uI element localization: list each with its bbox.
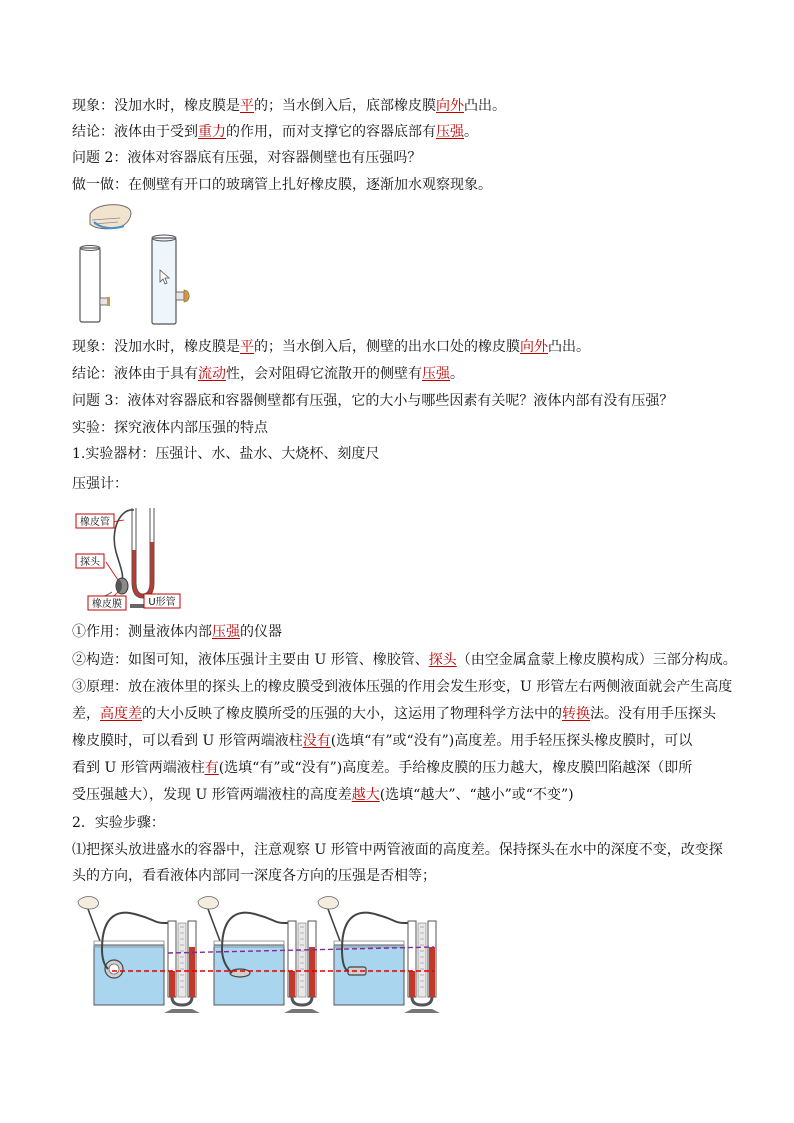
conclusion-1: 结论：液体由于受到重力的作用，而对支撑它的容器底部有压强。 [72, 124, 478, 140]
gauge-heading: 压强计： [72, 476, 128, 492]
answer-blank: 转换 [562, 706, 590, 722]
answer-blank: 向外 [520, 339, 548, 355]
probe-direction-experiment-figure [72, 893, 442, 1013]
answer-blank: 压强 [436, 124, 464, 140]
setup-2 [198, 897, 320, 1014]
svg-text:橡皮管: 橡皮管 [80, 517, 110, 528]
probe [230, 969, 250, 977]
try-it-text: 做一做：在侧壁有开口的玻璃管上扎好橡皮膜，逐渐加水观察现象。 [72, 177, 492, 193]
answer-blank: 有 [204, 760, 219, 776]
answer-blank: 重力 [198, 124, 226, 140]
label-u-tube [144, 594, 180, 608]
glass-tube-empty [80, 246, 110, 323]
gauge-principle-1: ③原理：放在液体里的探头上的橡皮膜受到液体压强的作用会发生形变，U 形管左右两侧液面就会产生高度 [72, 679, 733, 695]
gauge-principle-2: 差，高度差的大小反映了橡皮膜所受的压强的大小，这运用了物理科学方法中的转换法。没有用手压探头 [72, 706, 716, 722]
label-membrane [88, 596, 126, 610]
step-1-line-2: 头的方向，看看液体内部同一深度各方向的压强是否相等； [72, 868, 436, 884]
question-2: 问题 2：液体对容器底有压强，对容器侧壁也有压强吗？ [72, 150, 422, 166]
gauge-function: ①作用：测量液体内部压强的仪器 [72, 624, 282, 640]
answer-blank: 没有 [302, 733, 331, 749]
svg-text:橡皮膜: 橡皮膜 [92, 599, 122, 610]
steps-heading: 2．实验步骤： [72, 815, 165, 831]
side-opening-tubes-figure [72, 200, 202, 330]
conclusion-2: 结论：液体由于具有流动性，会对阻碍它流散开的侧壁有压强。 [72, 366, 464, 382]
answer-blank: 平 [240, 98, 254, 114]
probe [116, 578, 128, 594]
gauge-structure: ②构造：如图可知，液体压强计主要由 U 形管、橡胶管、探头（由空金属盒蒙上橡皮膜构成）三部分构成。 [72, 652, 737, 668]
question-3: 问题 3：液体对容器底和容器侧壁都有压强，它的大小与哪些因素有关呢？液体内部有没有压强？ [72, 393, 674, 409]
pressure-gauge-figure [72, 500, 192, 612]
gauge-principle-3: 橡皮膜时，可以看到 U 形管两端液柱没有(选填“有”或“没有”)高度差。用手轻压探头橡皮膜时，可以 [72, 733, 693, 749]
glass-tube-water [152, 235, 189, 324]
svg-text:探头: 探头 [80, 557, 100, 568]
observation-2: 现象：没加水时，橡皮膜是平的；当水倒入后，侧壁的出水口处的橡皮膜向外凸出。 [72, 339, 590, 355]
u-tube [130, 508, 156, 608]
answer-blank: 流动 [198, 366, 226, 382]
answer-blank: 平 [240, 339, 254, 355]
label-rubber-tube [76, 514, 114, 528]
rubber-tube [114, 510, 134, 582]
answer-blank: 高度差 [100, 706, 142, 722]
step-1-line-1: ⑴把探头放进盛水的容器中，注意观察 U 形管中两管液面的高度差。保持探头在水中的深度不变，改变探 [72, 842, 723, 858]
gauge-principle-5: 受压强越大），发现 U 形管两端液柱的高度差越大(选填“越大”、“越小”或“不变”) [72, 787, 574, 803]
answer-blank: 探头 [428, 652, 457, 668]
answer-blank: 越大 [351, 787, 380, 803]
svg-text:U形管: U形管 [148, 597, 176, 608]
observation-1: 现象：没加水时，橡皮膜是平的；当水倒入后，底部橡皮膜向外凸出。 [72, 98, 506, 114]
setup-1 [78, 897, 200, 1014]
setup-3 [318, 897, 440, 1014]
answer-blank: 向外 [436, 98, 464, 114]
label-probe [76, 554, 104, 568]
answer-blank: 压强 [422, 366, 450, 382]
gauge-principle-4: 看到 U 形管两端液柱有(选填“有”或“没有”)高度差。手给橡皮膜的压力越大，橡皮膜凹陷越深（即所 [72, 760, 693, 776]
experiment-title: 实验：探究液体内部压强的特点 [72, 420, 268, 436]
equipment-list: 1.实验器材：压强计、水、盐水、大烧杯、刻度尺 [72, 446, 380, 462]
hand-icon [90, 205, 131, 229]
answer-blank: 压强 [212, 624, 240, 640]
